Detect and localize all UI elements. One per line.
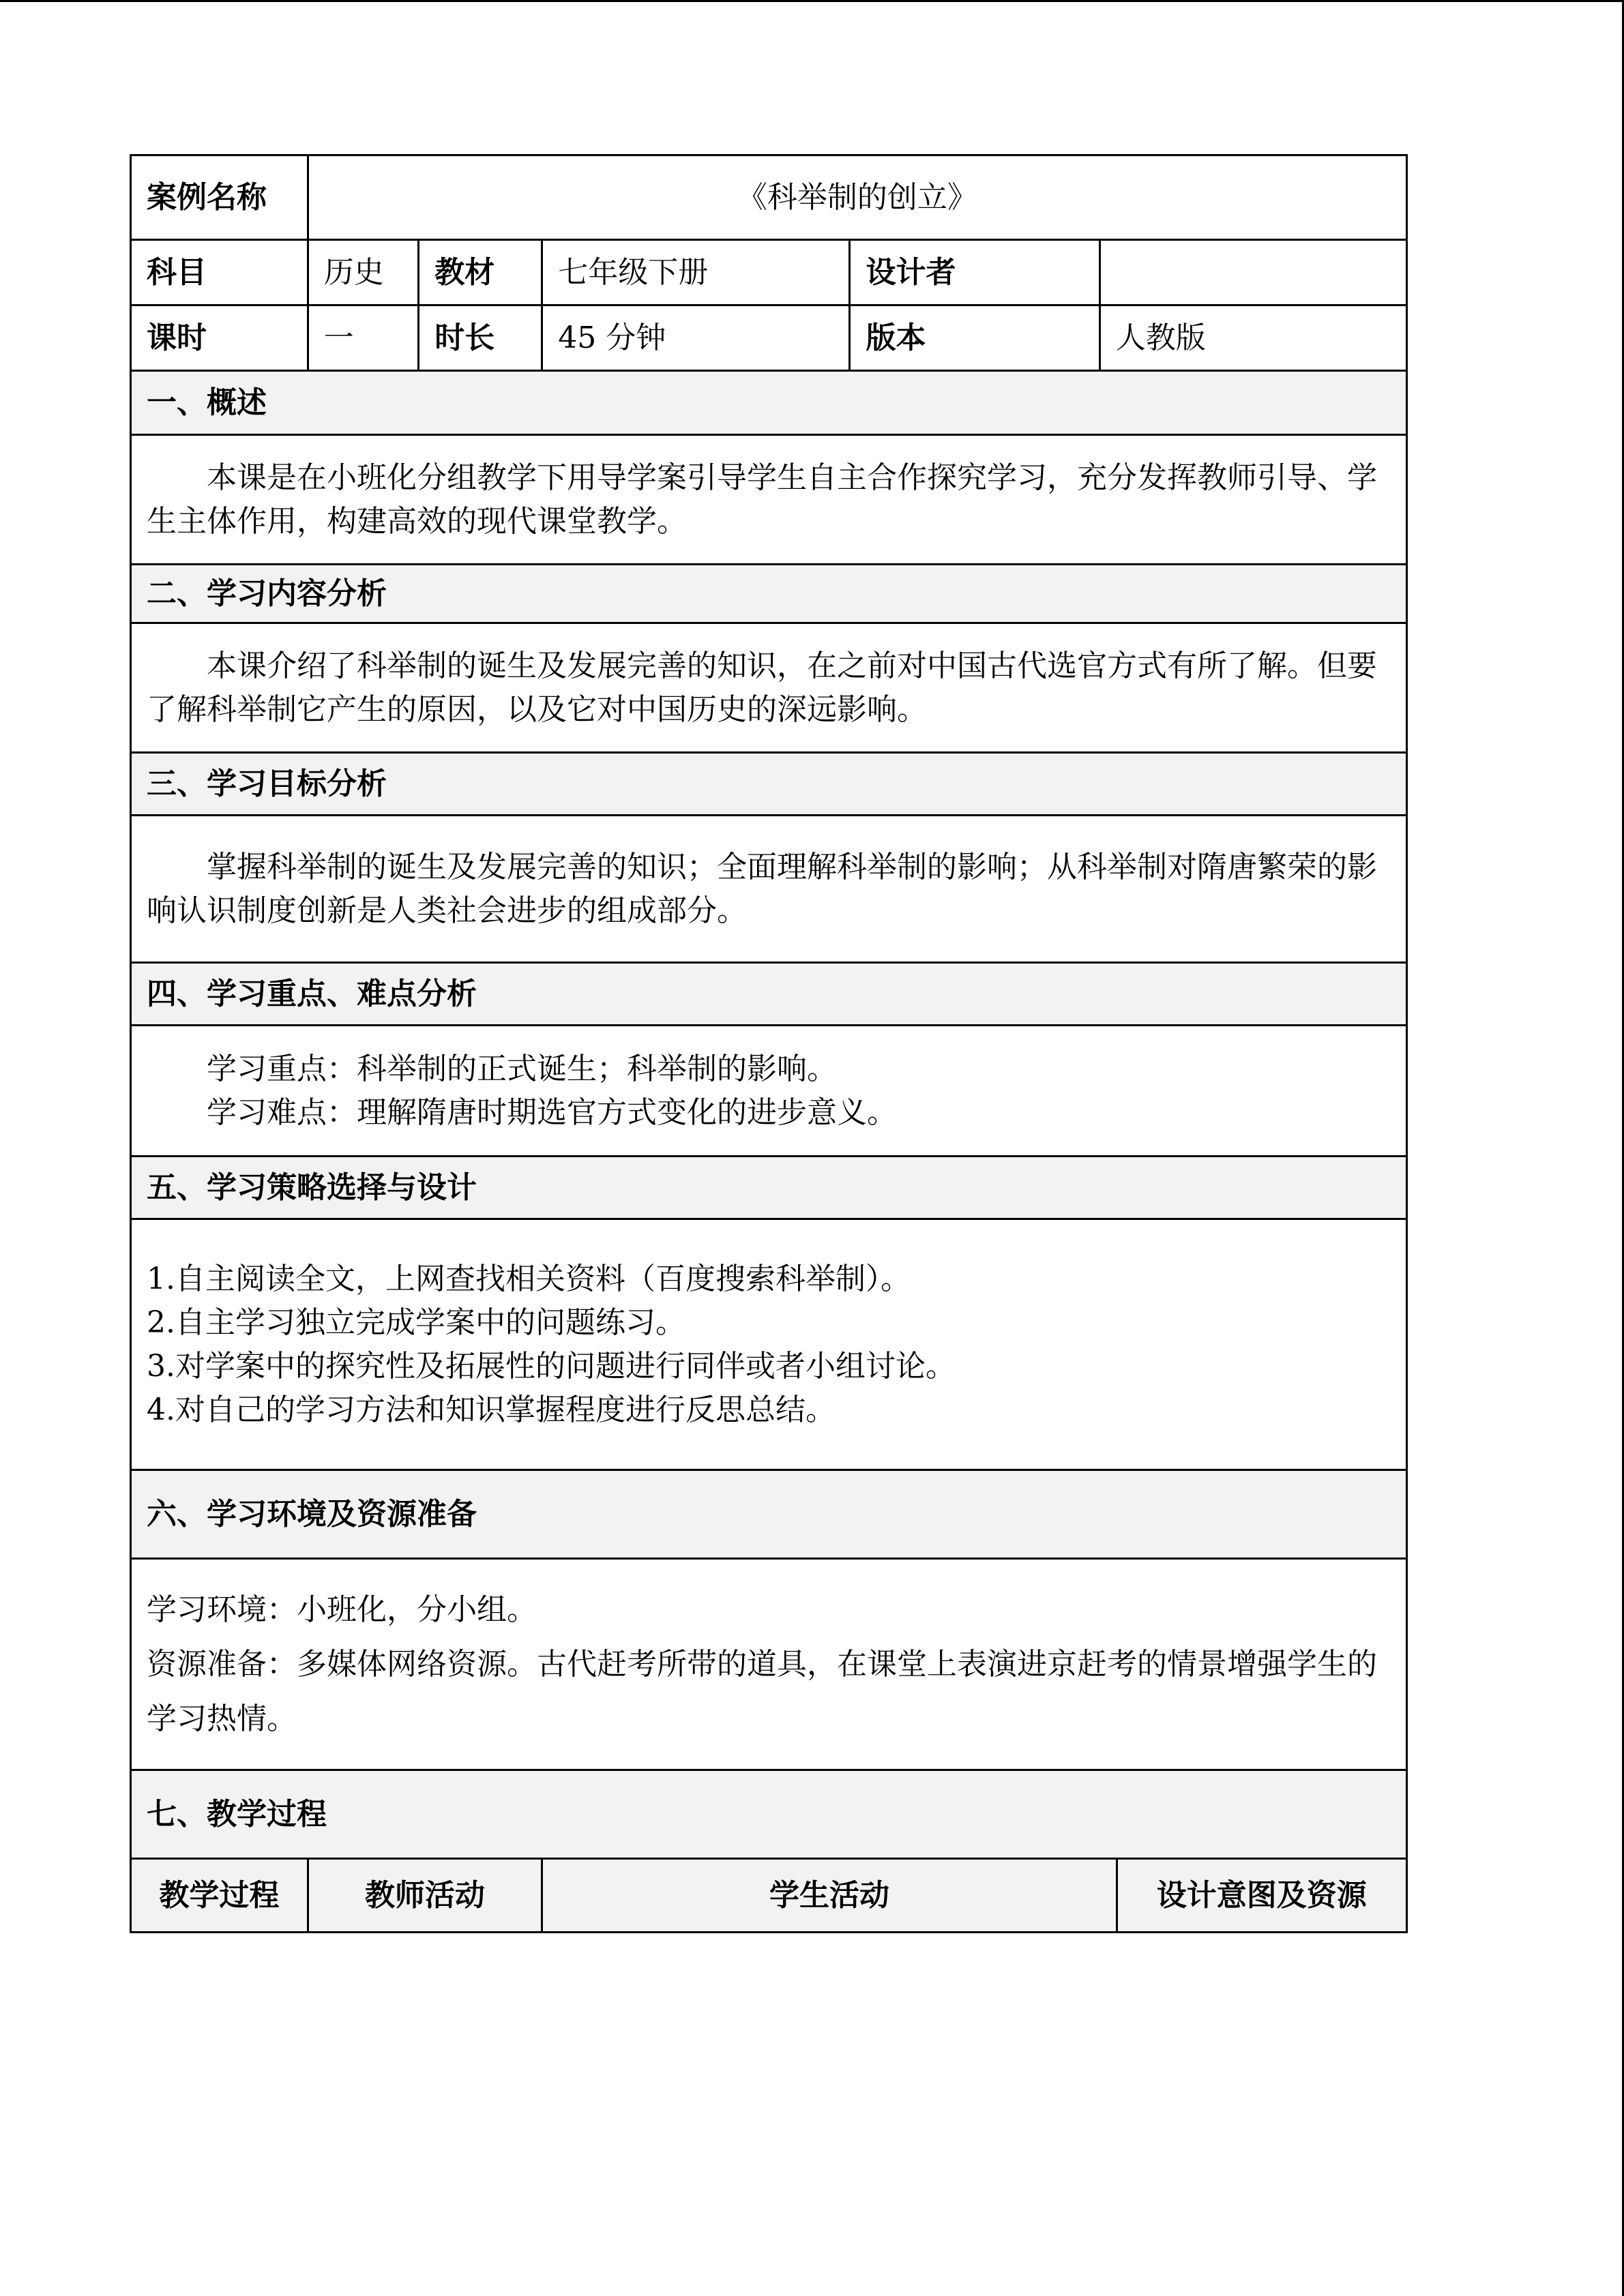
process-col-intent: 设计意图及资源 — [1117, 1859, 1406, 1933]
section-environment-body — [131, 1559, 1407, 1770]
difficulty-line: 学习难点：理解隋唐时期选官方式变化的进步意义。 — [207, 1094, 897, 1130]
process-header-row — [131, 1859, 1407, 1933]
section-title: 四、学习重点、难点分析 — [131, 963, 1407, 1026]
duration-value: 45 分钟 — [542, 305, 850, 371]
section-title: 六、学习环境及资源准备 — [131, 1470, 1407, 1559]
case-name-row — [131, 155, 1407, 240]
strategy-item: 3.对学案中的探究性及拓展性的问题进行同伴或者小组讨论。 — [147, 1348, 956, 1384]
case-name-value: 《科举制的创立》 — [308, 155, 1406, 240]
section-keypoints-header — [131, 963, 1407, 1026]
lesson-value: 一 — [308, 305, 418, 371]
section-overview-header — [131, 371, 1407, 435]
process-col-stage: 教学过程 — [131, 1859, 308, 1933]
subject-value: 历史 — [308, 240, 418, 305]
strategy-item: 2.自主学习独立完成学案中的问题练习。 — [147, 1304, 685, 1340]
process-col-teacher: 教师活动 — [308, 1859, 542, 1933]
section-strategy-body — [131, 1219, 1407, 1470]
subject-row — [131, 240, 1407, 305]
section-content-header — [131, 565, 1407, 623]
strategy-item: 1.自主阅读全文，上网查找相关资料（百度搜索科举制）。 — [147, 1261, 911, 1296]
lesson-label: 课时 — [131, 305, 308, 371]
section-goals-body — [131, 816, 1407, 963]
section-paragraph: 掌握科举制的诞生及发展完善的知识；全面理解科举制的影响；从科举制对隋唐繁荣的影响认识制度创新是人类社会进步的组成部分。 — [131, 816, 1407, 963]
strategy-item: 4.对自己的学习方法和知识掌握程度进行反思总结。 — [147, 1392, 836, 1427]
textbook-label: 教材 — [419, 240, 542, 305]
designer-label: 设计者 — [850, 240, 1099, 305]
duration-label: 时长 — [419, 305, 542, 371]
section-goals-header — [131, 753, 1407, 816]
environment-line: 学习环境：小班化，分小组。 — [147, 1592, 537, 1627]
section-environment-header — [131, 1470, 1407, 1559]
keypoint-line: 学习重点：科举制的正式诞生；科举制的影响。 — [207, 1051, 837, 1086]
resources-line: 资源准备：多媒体网络资源。古代赶考所带的道具，在课堂上表演进京赶考的情景增强学生的学习热情。 — [147, 1646, 1377, 1736]
edition-label: 版本 — [850, 305, 1099, 371]
case-name-label: 案例名称 — [131, 155, 308, 240]
section-paragraph: 本课是在小班化分组教学下用导学案引导学生自主合作探究学习，充分发挥教师引导、学生主体作用，构建高效的现代课堂教学。 — [131, 435, 1407, 565]
section-content-body — [131, 623, 1407, 753]
subject-label: 科目 — [131, 240, 308, 305]
section-paragraph: 本课介绍了科举制的诞生及发展完善的知识，在之前对中国古代选官方式有所了解。但要了解科举制它产生的原因，以及它对中国历史的深远影响。 — [131, 623, 1407, 753]
section-title: 二、学习内容分析 — [131, 565, 1407, 623]
page-border-top — [0, 0, 1624, 2]
edition-value: 人教版 — [1099, 305, 1406, 371]
lesson-plan-table — [130, 154, 1408, 1933]
section-strategy-header — [131, 1157, 1407, 1219]
process-col-student: 学生活动 — [542, 1859, 1117, 1933]
section-title: 一、概述 — [131, 371, 1407, 435]
section-process-header — [131, 1770, 1407, 1859]
lesson-row — [131, 305, 1407, 371]
designer-value — [1099, 240, 1406, 305]
section-title: 五、学习策略选择与设计 — [131, 1157, 1407, 1219]
section-keypoints-body — [131, 1026, 1407, 1157]
section-title: 三、学习目标分析 — [131, 753, 1407, 816]
section-overview-body — [131, 435, 1407, 565]
section-title: 七、教学过程 — [131, 1770, 1407, 1859]
textbook-value: 七年级下册 — [542, 240, 850, 305]
